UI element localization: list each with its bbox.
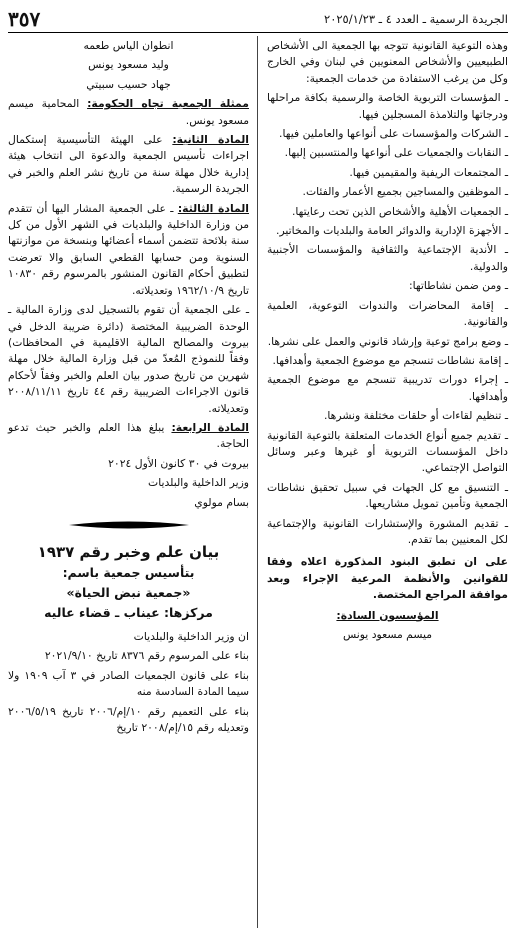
section-divider: [8, 517, 249, 533]
intro-paragraph: وهذه التوعية القانونية تتوجه بها الجمعية الى الأشخاص الطبيعيين والأشخاص المعنويين في لبنان وفي الخارج وكل من يرغب الاستفادة من خدمات الجمعية:: [267, 39, 508, 85]
list-item: ـ إقامة نشاطات تنسجم مع موضوع الجمعية وأهدافها.: [272, 353, 508, 367]
gazette-info: الجريدة الرسمية ـ العدد ٤ ـ ٢٠٢٥/١/٢٣: [324, 12, 508, 26]
left-column: [8, 38, 249, 739]
article-2: [8, 132, 249, 198]
legal-basis: بناء على المرسوم رقم ٨٣٧٦ تاريخ ٢٠٢١/٩/١٠: [44, 649, 249, 663]
legal-basis: بناء على قانون الجمعيات الصادر في ٣ آب ١٩٠٩ ولا سيما المادة السادسة منه: [8, 668, 250, 699]
closing-paragraph: على ان تطبق البنود المذكورة اعلاه وفقا للقوانين والأنظمة المرعية الإجراء وبعد موافقة المراجع المختصة.: [267, 555, 508, 602]
rep-label: ممثلة الجمعية تجاه الحكومة:: [87, 97, 249, 111]
activities-intro: ـ ومن ضمن نشاطاتها:: [408, 279, 508, 293]
sign-name: بسام مولوي: [194, 495, 249, 509]
founder-name: انطوان الياس طعمه: [83, 39, 174, 52]
article-2-text: على الهيئة التأسيسية إستكمال اجراءات تأسيس الجمعية والدعوة الى انتخاب هيئة إدارية خلال مهلة سنة من تاريخ نشر العلم والخبر في الجريدة الرسمية.: [8, 133, 249, 196]
notice-title: بيان علم وخبر رقم ١٩٣٧: [37, 542, 220, 561]
association-name: «جمعية نبض الحياة»: [66, 584, 191, 600]
page-header: [8, 6, 508, 33]
article-3-text: ـ على الجمعية المشار اليها أن تتقدم من وزارة الداخلية والبلديات في الشهر الأول من كل سنة بلائحة تتضمن أسماء أعضائها وبنسخة من موازنتها السنوية ومن حسابها القطعي السابق والا تعرضت لتطبيق أحكام القانون المنشور بالمرسوم رقم ١٠٨٣٠ تاريخ ١٩٦٢/١٠/٩ وتعديلاته.: [8, 201, 249, 297]
rep-text: المحامية ميسم مسعود يونس.: [8, 97, 249, 127]
ornament-divider-icon: [69, 520, 189, 530]
list-item: ـ المؤسسات التربوية الخاصة والرسمية بكافة مراحلها ودرجاتها والتلامذة المسجلين فيها.: [267, 91, 508, 121]
list-item: ـ إجراء دورات تدريبية تنسجم مع موضوع الجمعية وأهدافها.: [267, 373, 508, 403]
page-number: ٣٥٧: [8, 7, 41, 31]
list-item: ـ الجمعيات الأهلية والأشخاص الذين تحت رعايتها.: [291, 204, 508, 218]
list-item: ـ تقديم جميع أنواع الخدمات المتعلقة بالتوعية القانونية داخل المؤسسات التربوية أو غيرها وعبر وسائل التواصل الإجتماعي.: [267, 428, 508, 475]
founders-label: المؤسسون السادة:: [336, 608, 439, 622]
sign-title: وزير الداخلية والبلديات: [148, 476, 249, 490]
right-column: [267, 38, 508, 646]
list-item: ـ الشركات والمؤسسات على أنواعها والعاملين فيها.: [279, 127, 508, 141]
article-2-label: المادة الثانية:: [172, 133, 249, 147]
list-item: ـ إقامة المحاضرات والندوات التوعوية، العلمية والقانونية.: [267, 298, 508, 329]
list-item: ـ المجتمعات الريفية والمقيمين فيها.: [349, 165, 508, 179]
founder-name: وليد مسعود يونس: [88, 58, 169, 72]
article-4-text: يبلغ هذا العلم والخبر حيث تدعو الحاجة.: [8, 420, 249, 451]
list-item: ـ وضع برامج توعية وإرشاد قانوني والعمل على نشرها.: [267, 334, 508, 348]
minister-line: ان وزير الداخلية والبلديات: [133, 629, 249, 643]
list-item: ـ تقديم المشورة والإستشارات القانونية والإجتماعية لكل المعنيين بما تقدم.: [267, 516, 508, 546]
article-3-label: المادة الثالثة:: [177, 201, 250, 215]
article-3: [8, 201, 249, 299]
column-divider: [257, 36, 258, 928]
sign-date: بيروت في ٣٠ كانون الأول ٢٠٢٤: [108, 456, 249, 470]
list-item: ـ التنسيق مع كل الجهات في سبيل تحقيق نشاطات الجمعية وتأمين تمويل مشاريعها.: [267, 480, 508, 511]
government-representative: [8, 96, 249, 129]
notice-line: بتأسيس جمعية باسم:: [62, 564, 195, 580]
founder-name: ميسم مسعود يونس: [342, 628, 433, 641]
article-3-tax: ـ على الجمعية أن تقوم بالتسجيل لدى وزارة المالية ـ الوحدة الضريبية المختصة (دائرة ضريبة الدخل في بيروت والمصالح المالية الاقليمية في المحافظات) وفقاً للنموذج المُعدّ من قبل وزارة المالية خلال مهلة شهرين من تاريخ صدور بيان العلم والخبر وفقاً لأحكام قانون الاجراءات الضريبية رقم ٤٤ تاريخ ٢٠٠٨/١١/١١ وتعديلاته.: [8, 303, 249, 415]
article-4-label: المادة الرابعة:: [171, 420, 249, 434]
founder-name: جهاد حسيب سبيتي: [86, 77, 171, 91]
list-item: ـ الأجهزة الإدارية والدوائر العامة والبلديات والمخاتير.: [276, 224, 508, 238]
association-seat: مركزها: عيناب ـ قضاء عاليه: [44, 604, 213, 620]
article-4: [8, 420, 249, 453]
list-item: ـ تنظيم لقاءات أو حلقات مختلفة ونشرها.: [323, 409, 508, 423]
list-item: ـ النقابات والجمعيات على أنواعها والمنتسبين إليها.: [284, 146, 508, 160]
legal-basis: بناء على التعميم رقم ١٠/إم/٢٠٠٦ تاريخ ٢٠٠٦/٥/١٩ وتعديله رقم ١٥/إم/٢٠٠٨ تاريخ: [8, 704, 249, 734]
list-item: ـ الأندية الإجتماعية والثقافية والمؤسسات الأجنبية والدولية.: [267, 243, 508, 273]
list-item: ـ الموظفين والمساجين بجميع الأعمار والفئات.: [302, 185, 508, 199]
